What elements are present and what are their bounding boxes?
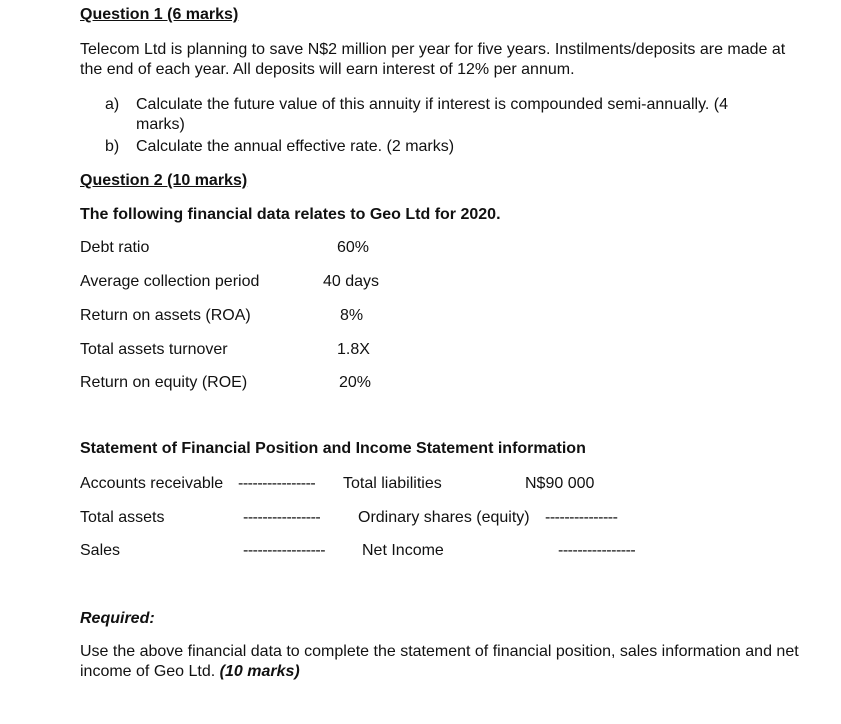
required-text: Use the above financial data to complete the statement of financial position, sales information and net income of Geo Ltd. bbox=[80, 643, 799, 680]
ratio-value: 40 days bbox=[323, 273, 380, 290]
ratio-value: 60% bbox=[337, 239, 370, 256]
question-2-intro: The following financial data relates to Geo Ltd for 2020. bbox=[80, 206, 501, 223]
ratio-label: Return on assets (ROA) bbox=[80, 307, 251, 324]
question-1-heading: Question 1 (6 marks) bbox=[80, 6, 239, 23]
statement-right-label: Ordinary shares (equity) bbox=[358, 509, 530, 526]
ratio-label: Return on equity (ROE) bbox=[80, 374, 248, 391]
statement-left-label: Total assets bbox=[80, 509, 165, 526]
required-marks: (10 marks) bbox=[219, 663, 300, 680]
statement-left-blank: ----------------- bbox=[243, 542, 326, 559]
statement-right-value: N$90 000 bbox=[525, 475, 595, 492]
statement-left-blank: ---------------- bbox=[238, 475, 316, 492]
ratio-value: 20% bbox=[339, 374, 372, 391]
statement-right-label: Total liabilities bbox=[343, 475, 442, 492]
list-marker: b) bbox=[105, 138, 120, 155]
statement-right-label: Net Income bbox=[362, 542, 444, 559]
list-item-text: Calculate the annual effective rate. (2 marks) bbox=[136, 138, 455, 155]
ratio-label: Average collection period bbox=[80, 273, 260, 290]
question-1-intro: Telecom Ltd is planning to save N$2 million per year for five years. Instilments/deposits are made at the end of each year. All deposits will earn interest of 12% per annum. bbox=[80, 41, 786, 78]
statement-right-blank: ---------------- bbox=[558, 542, 636, 559]
ratio-value: 8% bbox=[340, 307, 364, 324]
ratio-value: 1.8X bbox=[337, 341, 370, 358]
required-text-block bbox=[80, 642, 800, 682]
list-item-text: Calculate the future value of this annuity if interest is compounded semi-annually. (4 marks) bbox=[136, 96, 729, 133]
statement-left-label: Sales bbox=[80, 542, 121, 559]
required-label: Required: bbox=[80, 610, 155, 627]
ratio-label: Debt ratio bbox=[80, 239, 150, 256]
statement-left-label: Accounts receivable bbox=[80, 475, 224, 492]
statement-right-blank: --------------- bbox=[545, 509, 618, 526]
question-2-heading: Question 2 (10 marks) bbox=[80, 172, 248, 189]
statement-left-blank: ---------------- bbox=[243, 509, 321, 526]
list-marker: a) bbox=[105, 96, 120, 113]
statement-heading: Statement of Financial Position and Income Statement information bbox=[80, 440, 586, 457]
ratio-label: Total assets turnover bbox=[80, 341, 228, 358]
